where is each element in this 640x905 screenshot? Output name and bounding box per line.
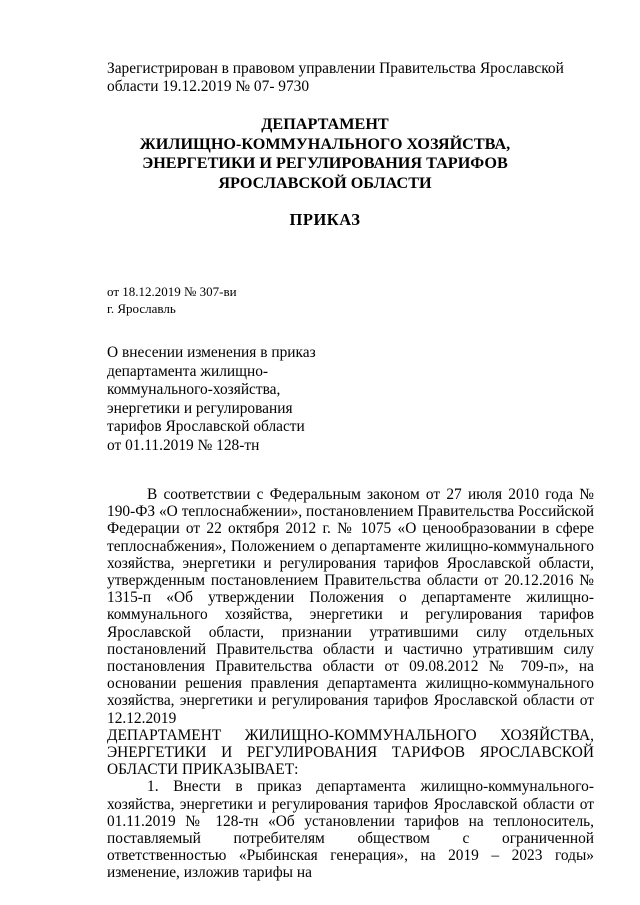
order-meta bbox=[107, 283, 237, 317]
subject-line-5: тарифов Ярославской области bbox=[107, 418, 305, 435]
order-city: г. Ярославль bbox=[107, 301, 176, 316]
order-body bbox=[107, 486, 594, 882]
subject-line-4: энергетики и регулирования bbox=[107, 399, 293, 417]
department-line-3: ЭНЕРГЕТИКИ И РЕГУЛИРОВАНИЯ ТАРИФОВ bbox=[142, 154, 508, 172]
registration-note bbox=[107, 60, 567, 96]
department-line-1: ДЕПАРТАМЕНТ bbox=[261, 115, 389, 133]
preamble-paragraph: В соответствии с Федеральным законом от 27 июля 2010 года № 190-ФЗ «О теплоснабжении», постановлением Правительства Российской Федерации от 22 октября 2012 г. № 1075 «О ценообразовании в сфере теплоснабжения», Положением о департаменте жилищно-коммунального хозяйства, энергетики и регулирования тарифов Ярославской области, утвержденным постановлением Правительства области от 20.12.2016 № 1315-п «Об утверждении Положения о департаменте жилищно-коммунального хозяйства, энергетики и регулирования тарифов Ярославской области, признании утратившими силу отдельных постановлений Правительства области и частично утратившим силу постановления Правительства области от 09.08.2012 № 709-п», на основании решения правления департамента жилищно-коммунального хозяйства, энергетики и регулирования тарифов Ярославской области от 12.12.2019 bbox=[107, 486, 594, 727]
subject-line-6: от 01.11.2019 № 128-тн bbox=[107, 436, 260, 454]
order-date-number: от 18.12.2019 № 307-ви bbox=[107, 284, 237, 299]
subject-line-2: департамента жилищно- bbox=[107, 362, 269, 380]
orders-line-3: ОБЛАСТИ ПРИКАЗЫВАЕТ: bbox=[107, 761, 299, 779]
orders-line-1: ДЕПАРТАМЕНТ ЖИЛИЩНО-КОММУНАЛЬНОГО ХОЗЯЙСТВА, bbox=[107, 726, 594, 744]
department-line-4: ЯРОСЛАВСКОЙ ОБЛАСТИ bbox=[218, 173, 432, 192]
department-line-2: ЖИЛИЩНО-КОММУНАЛЬНОГО ХОЗЯЙСТВА, bbox=[139, 134, 511, 153]
registration-line-1: Зарегистрирован в правовом управлении Правительства Ярославской bbox=[107, 60, 564, 77]
orders-line-2: ЭНЕРГЕТИКИ И РЕГУЛИРОВАНИЯ ТАРИФОВ ЯРОСЛАВСКОЙ bbox=[107, 744, 594, 762]
item-1-paragraph: 1. Внести в приказ департамента жилищно-коммунального-хозяйства, энергетики и регулирования тарифов Ярославской области от 01.11.2019 № 128-тн «Об установлении тарифов на теплоноситель, поставляемый потребителям обществом с ограниченной ответственностью «Рыбинская генерация», на 2019 – 2023 годы» изменение, изложив тарифы на bbox=[107, 778, 594, 882]
subject-line-1: О внесении изменения в приказ bbox=[107, 344, 316, 361]
order-subject bbox=[107, 344, 347, 455]
document-type-title: ПРИКАЗ bbox=[289, 210, 361, 229]
subject-line-3: коммунального-хозяйства, bbox=[107, 381, 281, 398]
department-heading bbox=[100, 115, 550, 193]
registration-line-2: области 19.12.2019 № 07- 9730 bbox=[107, 78, 310, 95]
